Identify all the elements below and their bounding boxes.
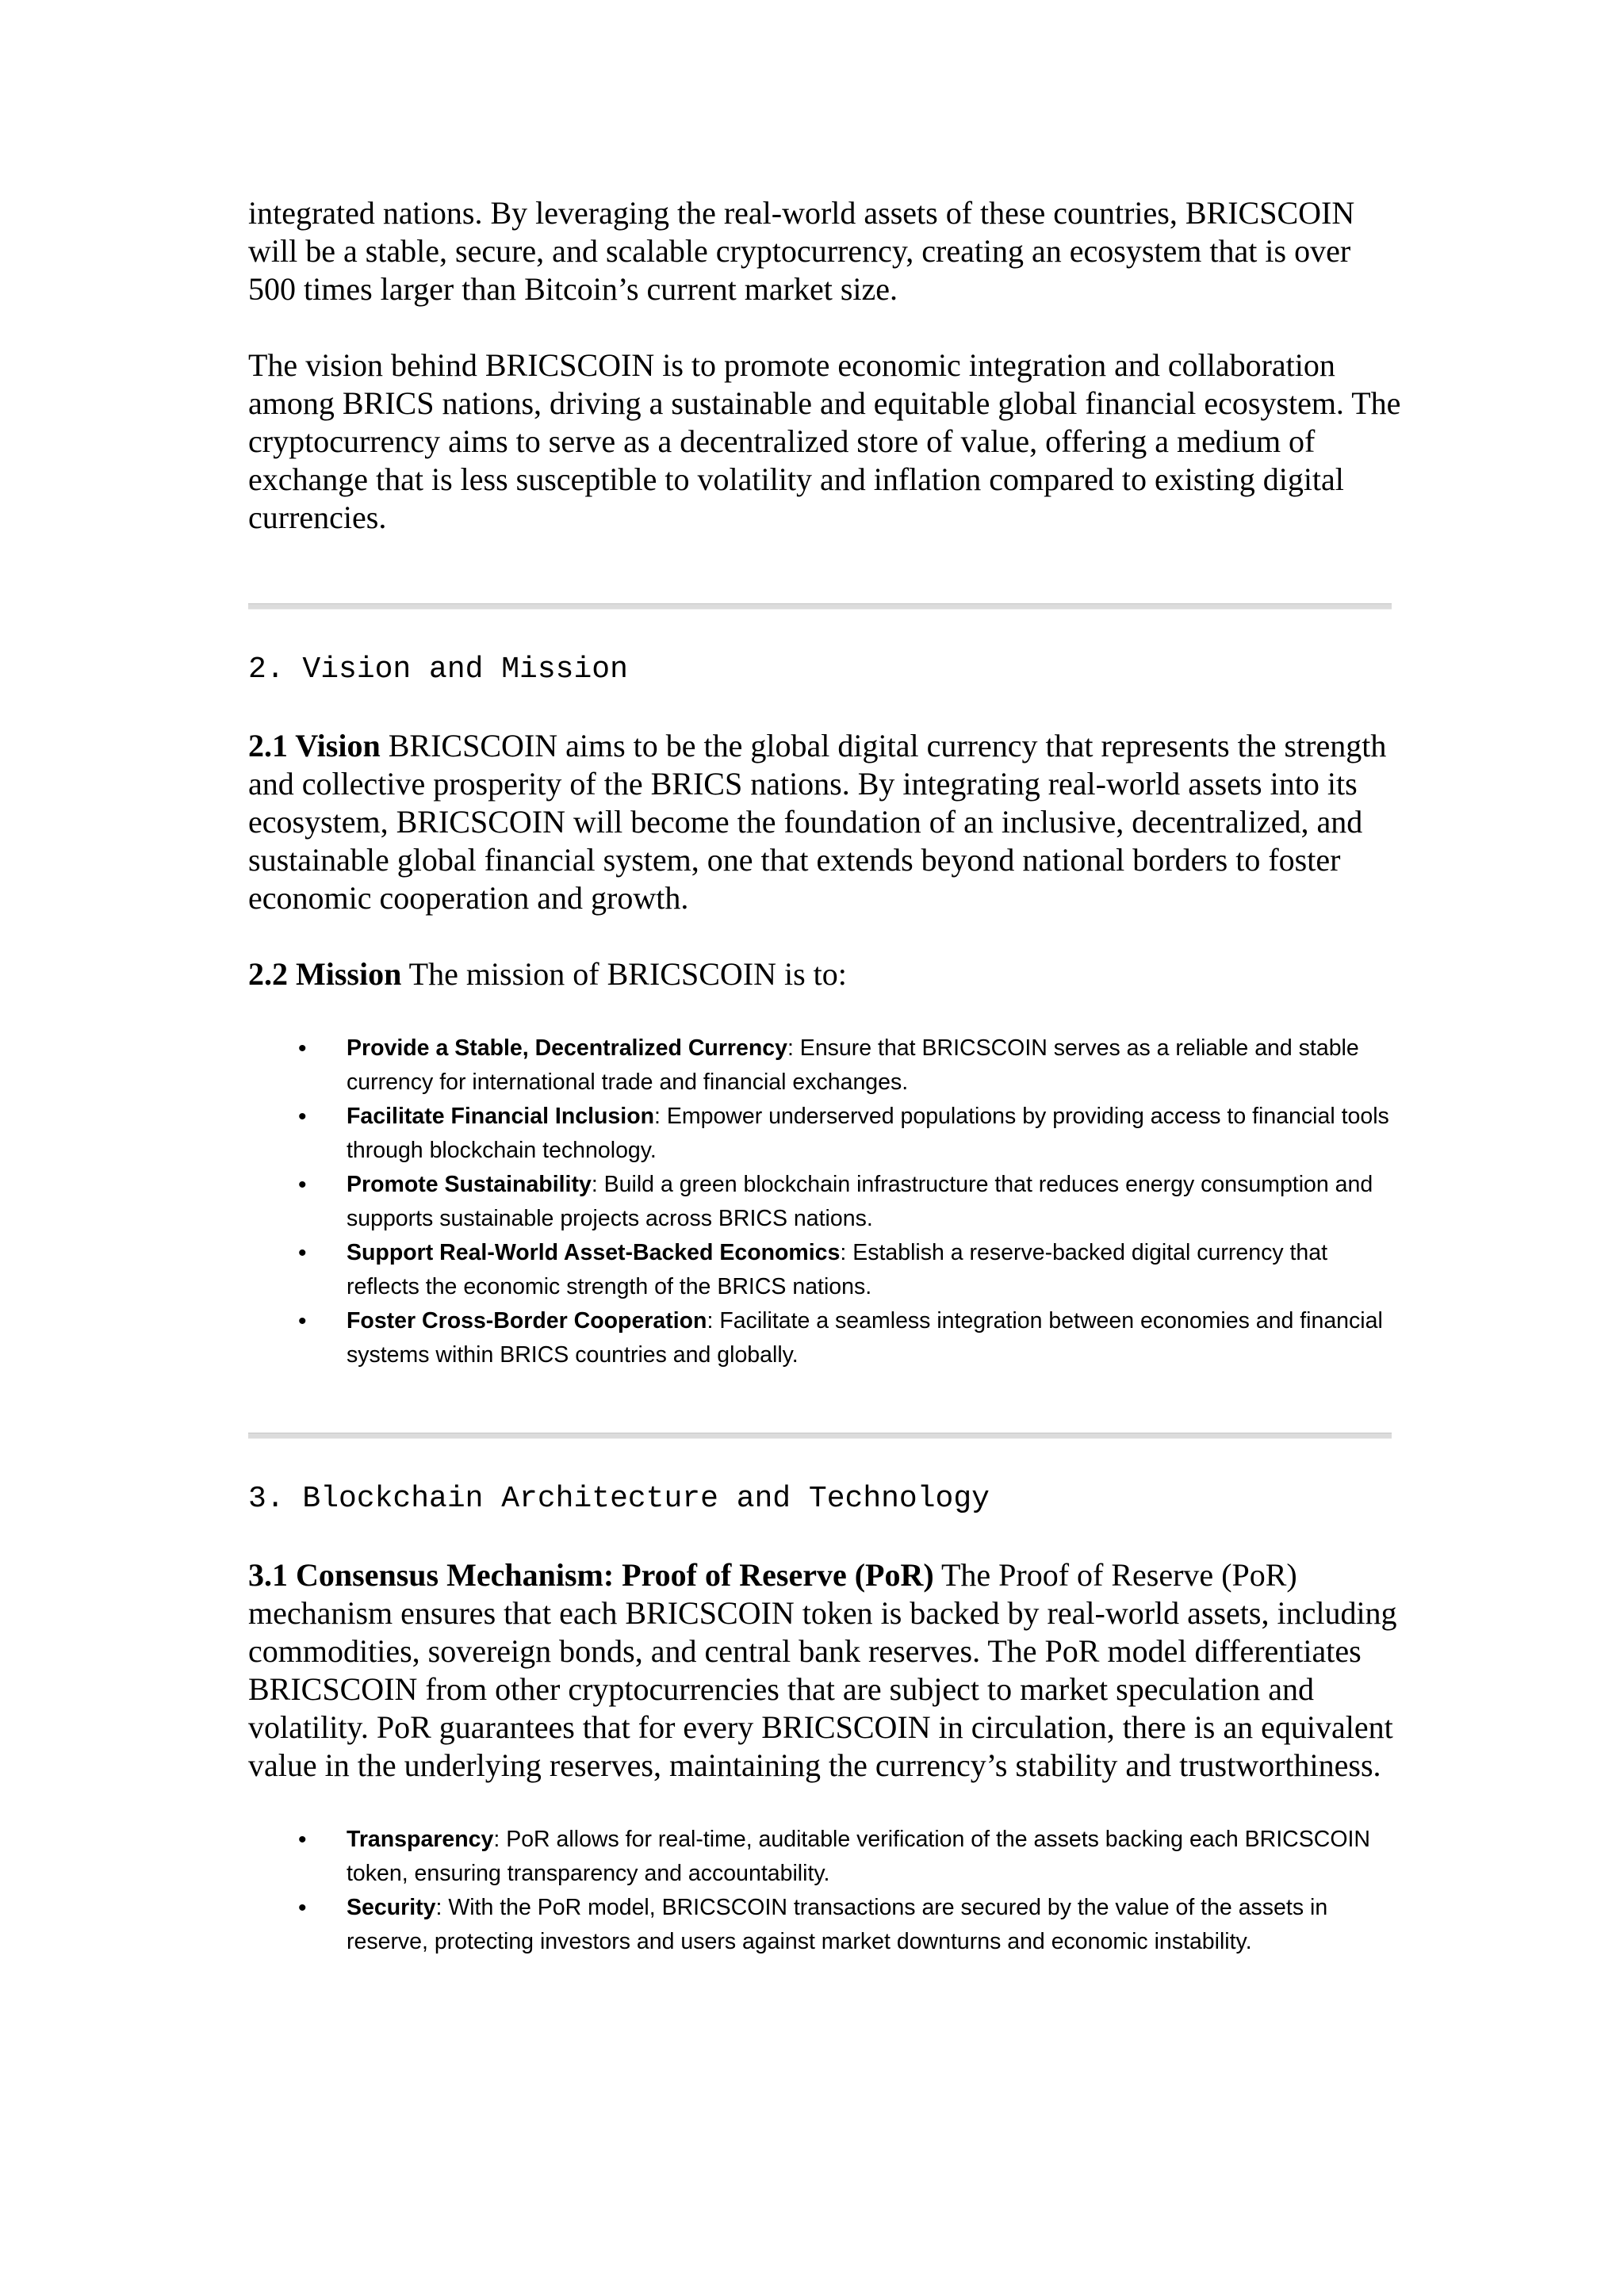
vision-text: BRICSCOIN aims to be the global digital currency that represents the strength and collective prosperity of the BRICS nations. By integrating real-world assets into its ecosystem, BRICSCOIN will become the foundation of an inclusive, decentralized, and sustainable global financial system, one that extends beyond national borders to foster economic cooperation and growth. bbox=[248, 728, 1387, 916]
list-item bbox=[248, 1100, 1406, 1168]
bullet-term: Transparency bbox=[347, 1827, 494, 1852]
document-page bbox=[248, 194, 1406, 1959]
por-label: 3.1 Consensus Mechanism: Proof of Reserve (PoR) bbox=[248, 1557, 934, 1593]
mission-bullet-list bbox=[248, 1031, 1406, 1372]
intro-paragraph-1: integrated nations. By leveraging the real-world assets of these countries, BRICSCOIN will be a stable, secure, and scalable cryptocurrency, creating an ecosystem that is over 500 times larger than Bitcoin’s current market size. bbox=[248, 195, 1355, 307]
bullet-term: Security bbox=[347, 1895, 436, 1920]
bullet-text: : Facilitate a seamless integration between economies and financial systems within BRICS countries and globally. bbox=[347, 1308, 1383, 1368]
bullet-icon: • bbox=[298, 1035, 307, 1062]
bullet-icon: • bbox=[298, 1895, 307, 1921]
bullet-icon: • bbox=[298, 1308, 307, 1334]
section-3-heading: 3. Blockchain Architecture and Technology bbox=[248, 1482, 990, 1516]
mission-paragraph bbox=[248, 955, 1406, 993]
bullet-term: Provide a Stable, Decentralized Currency bbox=[347, 1035, 787, 1061]
mission-label: 2.2 Mission bbox=[248, 956, 402, 992]
bullet-term: Facilitate Financial Inclusion bbox=[347, 1104, 655, 1129]
list-item bbox=[248, 1304, 1406, 1372]
bullet-text: : Ensure that BRICSCOIN serves as a reliable and stable currency for international trade and financial exchanges. bbox=[347, 1035, 1359, 1095]
bullet-text: : Empower underserved populations by providing access to financial tools through blockchain technology. bbox=[347, 1104, 1389, 1163]
bullet-icon: • bbox=[298, 1240, 307, 1266]
bullet-text: : Build a green blockchain infrastructure that reduces energy consumption and supports sustainable projects across BRICS nations. bbox=[347, 1172, 1373, 1231]
section-2-heading: 2. Vision and Mission bbox=[248, 652, 628, 687]
vision-label: 2.1 Vision bbox=[248, 728, 381, 763]
por-paragraph bbox=[248, 1556, 1406, 1785]
section-divider bbox=[248, 1433, 1392, 1439]
bullet-text: : Establish a reserve-backed digital currency that reflects the economic strength of the BRICS nations. bbox=[347, 1240, 1328, 1299]
bullet-term: Promote Sustainability bbox=[347, 1172, 592, 1197]
mission-text: The mission of BRICSCOIN is to: bbox=[401, 956, 847, 992]
list-item bbox=[248, 1891, 1406, 1959]
bullet-term: Foster Cross-Border Cooperation bbox=[347, 1308, 707, 1334]
por-text: The Proof of Reserve (PoR) mechanism ensures that each BRICSCOIN token is backed by real-world assets, including commodities, sovereign bonds, and central bank reserves. The PoR model differentiates BRICSCOIN from other cryptocurrencies that are subject to market speculation and volatility. PoR guarantees that for every BRICSCOIN in circulation, there is an equivalent value in the underlying reserves, maintaining the currency’s stability and trustworthiness. bbox=[248, 1557, 1397, 1783]
bullet-text: : PoR allows for real-time, auditable verification of the assets backing each BRICSCOIN token, ensuring transparency and accountability. bbox=[347, 1827, 1371, 1886]
list-item bbox=[248, 1031, 1406, 1100]
por-bullet-list bbox=[248, 1823, 1406, 1959]
bullet-icon: • bbox=[298, 1172, 307, 1198]
intro-section bbox=[248, 194, 1406, 537]
bullet-term: Support Real-World Asset-Backed Economics bbox=[347, 1240, 841, 1265]
intro-paragraph-2: The vision behind BRICSCOIN is to promote economic integration and collaboration among BRICS nations, driving a sustainable and equitable global financial ecosystem. The cryptocurrency aims to serve as a decentralized store of value, offering a medium of exchange that is less susceptible to volatility and inflation compared to existing digital currencies. bbox=[248, 347, 1401, 535]
vision-paragraph bbox=[248, 727, 1406, 917]
list-item bbox=[248, 1168, 1406, 1236]
section-divider bbox=[248, 603, 1392, 610]
list-item bbox=[248, 1823, 1406, 1891]
bullet-icon: • bbox=[298, 1827, 307, 1853]
list-item bbox=[248, 1236, 1406, 1304]
bullet-icon: • bbox=[298, 1104, 307, 1130]
bullet-text: : With the PoR model, BRICSCOIN transactions are secured by the value of the assets in reserve, protecting investors and users against market downturns and economic instability. bbox=[347, 1895, 1328, 1954]
